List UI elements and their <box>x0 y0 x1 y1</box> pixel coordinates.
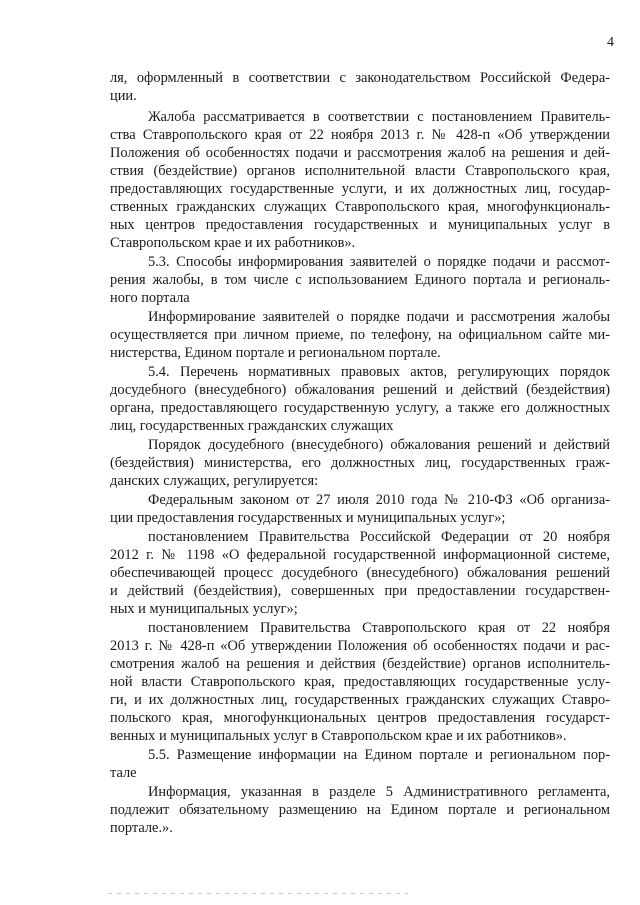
scan-artifact-line <box>108 893 408 894</box>
text-line: Положения об особенностях подачи и рассмотрения жалоб на решения и дей- <box>110 145 610 161</box>
text-line: предоставляющих государственные услуги, и их должностных лиц, государ- <box>110 181 610 197</box>
text-line: Ставропольском крае и их работников». <box>110 235 356 251</box>
text-line: данских служащих, регулируется: <box>110 473 319 489</box>
section-heading-line: 5.4. Перечень нормативных правовых актов, регулирующих порядок <box>148 364 610 380</box>
section-heading-line: 5.3. Способы информирования заявителей о порядке подачи и рассмот- <box>148 254 610 270</box>
list-item-line: Федеральным законом от 27 июля 2010 года № 210-ФЗ «Об организа- <box>148 492 610 508</box>
list-item-line: 2012 г. № 1198 «О федеральной государственной информационной системе, <box>110 547 610 563</box>
list-item-line: польского края, многофункциональных центров предоставления государст- <box>110 710 610 726</box>
section-heading-line: лиц, государственных гражданских служащих <box>110 418 394 434</box>
list-item-line: ции предоставления государственных и муниципальных услуг»; <box>110 510 506 526</box>
list-item-line: ных и муниципальных услуг»; <box>110 601 298 617</box>
text-line: ции. <box>110 88 137 104</box>
text-line: (бездействия) министерства, его должностных лиц, государственных граж- <box>110 455 610 471</box>
list-item-line: смотрения жалоб на решения и действия (бездействие) органов исполнитель- <box>110 656 610 672</box>
text-line: портале.». <box>110 820 173 836</box>
text-line: Информирование заявителей о порядке подачи и рассмотрения жалобы <box>148 309 610 325</box>
text-line: Жалоба рассматривается в соответствии с постановлением Правитель- <box>148 109 610 125</box>
section-heading-line: рения жалобы, в том числе с использованием Единого портала и региональ- <box>110 272 610 288</box>
section-heading-line: органа, предоставляющего государственную услугу, а также его должностных <box>110 400 610 416</box>
text-line: осуществляется при личном приеме, по телефону, на официальном сайте ми- <box>110 327 610 343</box>
text-line: ных центров предоставления государственных и муниципальных услуг в <box>110 217 610 233</box>
list-item-line: постановлением Правительства Российской Федерации от 20 ноября <box>148 529 610 545</box>
text-line: нистерства, Едином портале и региональном портале. <box>110 345 441 361</box>
text-line: Порядок досудебного (внесудебного) обжалования решений и действий <box>148 437 610 453</box>
text-line: ственных гражданских служащих Ставропольского края, многофункциональ- <box>110 199 610 215</box>
section-heading-line: досудебного (внесудебного) обжалования решений и действий (бездействия) <box>110 382 610 398</box>
list-item-line: обеспечивающей процесс досудебного (внесудебного) обжалования решений <box>110 565 610 581</box>
list-item-line: 2013 г. № 428-п «Об утверждении Положения об особенностях подачи и рас- <box>110 638 610 654</box>
text-line: ства Ставропольского края от 22 ноября 2013 г. № 428-п «Об утверждении <box>110 127 610 143</box>
list-item-line: постановлением Правительства Ставропольского края от 22 ноября <box>148 620 610 636</box>
text-line: Информация, указанная в разделе 5 Административного регламента, <box>148 784 610 800</box>
list-item-line: ной власти Ставропольского края, предоставляющих государственные услу- <box>110 674 610 690</box>
text-line: подлежит обязательному размещению на Едином портале и региональном <box>110 802 610 818</box>
list-item-line: и действий (бездействия), совершенных при предоставлении государствен- <box>110 583 610 599</box>
text-line: ля, оформленный в соответствии с законодательством Российской Федера- <box>110 70 610 86</box>
section-heading-line: тале <box>110 765 137 781</box>
page-number: 4 <box>607 35 614 50</box>
list-item-line: венных и муниципальных услуг в Ставропольском крае и их работников». <box>110 728 567 744</box>
list-item-line: ги, и их должностных лиц, государственных гражданских служащих Ставро- <box>110 692 610 708</box>
section-heading-line: 5.5. Размещение информации на Едином портале и региональном пор- <box>148 747 610 763</box>
text-line: ствия (бездействие) органов исполнительной власти Ставропольского края, <box>110 163 610 179</box>
section-heading-line: ного портала <box>110 290 190 306</box>
